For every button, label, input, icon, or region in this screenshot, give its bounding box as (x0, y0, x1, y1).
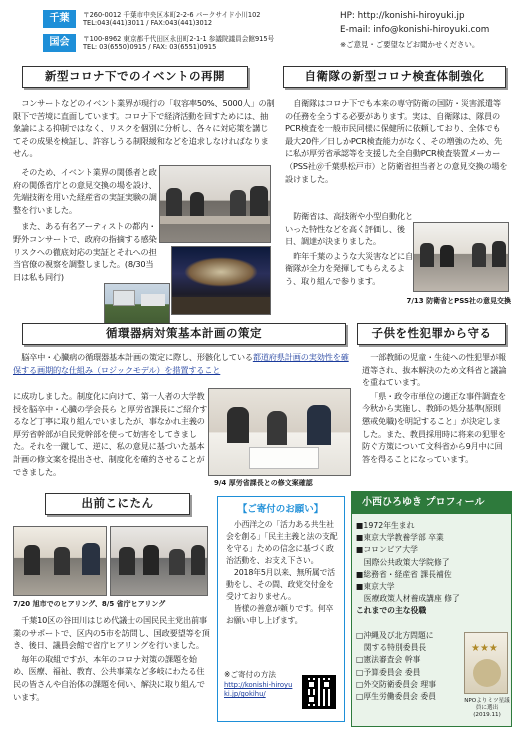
sdf-p2: 防衛省は、高技術や小型自動化といった特性などを高く評価し、後日、調達が決まりました。 (285, 211, 414, 247)
demae-title: 出前こにたん (45, 493, 190, 515)
kokkai-phone: TEL: 03(6550)0915 / FAX: 03(6551)0915 (83, 43, 217, 51)
qr-code[interactable] (302, 675, 336, 709)
concert-photo (171, 246, 271, 315)
cardio-caption: 9/4 厚労省課長との修文案確認 (214, 479, 313, 487)
chiba-tag: 千葉 (43, 10, 76, 28)
contact-note: ※ご意見・ご要望などお聞かせください。 (340, 40, 480, 49)
demae-p1: 千葉10区の谷田川はじめ代議士の国民民主党出前事業のサポートで、区内の5市を訪問し、国政要望等を頂き、後日、議員会館で省庁ヒアリングを行いました。 (13, 615, 210, 651)
header (5, 5, 513, 57)
donation-title: 【ご寄付のお願い】 (237, 504, 324, 515)
profile-line: ■コロンビア大学 (356, 545, 418, 555)
profile-role: □厚生労働委員会 委員 (356, 692, 437, 702)
demae-p2: 毎年の取組ですが、本年のコロナ対策の課題を始め、医療、福祉、教育、公共事業など多岐にわたる住民の皆さんや自治体の課題を伺い、解決に取り組んでいます。 (13, 653, 205, 702)
profile-role: 関する特別委員長 (356, 643, 427, 653)
sdf-caption: 7/13 防衛省とPSS社の意見交換 (406, 297, 511, 305)
cardio-p1-b: に成功しました。制度化に向けて、第一人者の大学教授を脳卒中・心臓の学会長ら と厚労省課長にご紹介するなど丁寧に取り組んでいましたが、事なかれ主義の厚労省幹部が自民党幹部を使って妨害をしてきました。それを一蹴して、逆に、私の意見に基づいた基本計画の修文案を提出させ、制度化を確約させることができました。 (13, 391, 208, 477)
meeting-photo (159, 165, 271, 243)
child-body (362, 351, 508, 465)
donation-url[interactable]: http://konishi-hiroyuki.jp/gokihu/ (224, 681, 293, 698)
donation-body (226, 519, 338, 627)
hp-link[interactable]: HP: http://konishi-hiroyuki.jp (340, 11, 465, 21)
cardio-photo (208, 388, 351, 476)
cardio-title: 循環器病対策基本計画の策定 (22, 323, 346, 345)
child-title: 子供を性犯罪から守る (357, 323, 506, 345)
chiba-phone: TEL:043(441)3011 / FAX:043(441)3012 (83, 19, 213, 27)
cardio-p1-highlight: 都道府県計画の実効性を確保する画期的な仕組み（ロジックモデル）を措置すること (13, 352, 349, 375)
profile-line: ■総務省・経産省 課長補佐 (356, 569, 452, 579)
corona-title: 新型コロナ下でのイベントの再開 (22, 66, 248, 88)
donation-box (217, 496, 345, 722)
donation-method-label: ※ご寄付の方法 (224, 670, 276, 679)
corona-p1: コンサートなどのイベント業界が現行の「収容率50%、5000人」の制限下で苦境に直面しています。コロナ下で経済活動を回すためには、抽象論による抑制ではなく、リスクを個別に分析し、各々に対応策を講じてその成果を検証し、許容しうる制限緩和などを追求しなければなりません。 (13, 98, 275, 159)
profile-roles-label: これまでの主な役職 (356, 606, 427, 616)
child-p2: 「県・政令市単位の適正な事件調査を今秋から実施し、教師の処分基準(原則懲戒免職)を明記すること」が決定しました。また、教員採用時に将来の犯罪を防ぐ方策について文科省から9月中に回答を得ることになっています。 (362, 390, 506, 464)
cardio-body-2 (13, 390, 208, 478)
star-icon: ★★★ (471, 643, 498, 654)
profile-line: ■東京大学 (356, 582, 395, 592)
profile-role: □外交防衛委員会 理事 (356, 679, 437, 689)
profile-lines (356, 520, 506, 618)
sdf-p3: 昨年千葉のような大災害などに自衛隊が全力を発揮してもらえるよう、取り組んで参ります。 (285, 250, 414, 286)
chiba-address: 〒260-0012 千葉市中央区本町2-2-6 パークサイド小川102 (83, 11, 261, 19)
cardio-p1-a: 脳卒中・心臓病の循環器基本計画の策定に際し、形骸化している (21, 352, 253, 362)
sdf-title: 自衛隊の新型コロナ検査体制強化 (283, 66, 506, 88)
profile-role: □予算委員会 委員 (356, 667, 421, 677)
award-badge (464, 632, 508, 694)
profile-line: ■東京大学教養学部 卒業 (356, 533, 444, 543)
corona-body-2 (13, 166, 158, 283)
profile-line: 医療政策人材養成講座 修了 (356, 594, 460, 604)
sdf-photo (413, 222, 509, 292)
donation-p1: 小西洋之の「活力ある共生社会を創る」「民主主義と法の支配を守る」ための信念に基づく政治活動を、お支え下さい。 (226, 520, 338, 565)
email-link[interactable]: E-mail: info@konishi-hiroyuki.com (340, 25, 490, 35)
kokkai-address: 〒100-8962 東京都千代田区永田町2-1-1 参議院議員会館915号 (83, 35, 275, 43)
demae-caption: 7/20 旭市でのヒアリング、8/5 省庁ヒアリング (13, 600, 166, 608)
profile-box (351, 491, 512, 727)
cardio-body (13, 351, 353, 376)
donation-p3: 皆様の善意が頼りです。何卒お願い申し上げます。 (226, 604, 334, 625)
child-p1: 一部教師の児童・生徒への性犯罪が報道等され、抜本解決のため文科省と議論を重ねています。 (362, 352, 507, 388)
sdf-body-2 (285, 210, 413, 288)
demae-photo-2 (110, 526, 208, 596)
corona-p2: そのため、イベント業界の関係者と政府の関係省庁との意見交換の場を設け、先端技術を用いた経産省の実証実験の調整を行いました。 (13, 167, 157, 215)
demae-body (13, 614, 212, 703)
sdf-p1: 自衛隊はコロナ下でも本来の専守防衛の国防・災害派遣等の任務を全うする必要があります。実は、自衛隊は、隊員のPCR検査を一般市民同様に保健所に依頼しており、全体でも最大20件／日しかPCR検査能力がなく、その増強のため、先に私が厚労省承認等を支援した全自動PCR検査装置メーカー（PSS社＠千葉県松戸市）と防衛省担当者との意見交換の場を設けました。 (285, 98, 508, 184)
profile-line: ■1972年生まれ (356, 521, 415, 530)
corona-p3: また、ある有名アーティストの都内・野外コンサートで、政府の指摘する感染リスクへの徹底対応の実証とそれへの担当官僚の視察を調整しました。(8/30当日は私も同行) (13, 221, 157, 282)
profile-line: 国際公共政策大学院修了 (356, 557, 450, 567)
profile-role: □沖縄及び北方問題に (356, 631, 434, 640)
profile-roles (356, 630, 466, 703)
kokkai-tag: 国会 (43, 34, 76, 52)
profile-title: 小西ひろゆき プロフィール (352, 492, 511, 514)
sdf-body (285, 97, 508, 185)
donation-p2: 2018年5月以来、無所属で活動をし、その間、政党交付金を受けておりません。 (226, 568, 335, 601)
corona-body (13, 97, 275, 160)
award-caption: NPOよりミツ星議員に選出(2019.11) (464, 698, 510, 718)
demae-photo-1 (13, 526, 107, 596)
profile-role: □憲法審査会 幹事 (356, 655, 421, 665)
